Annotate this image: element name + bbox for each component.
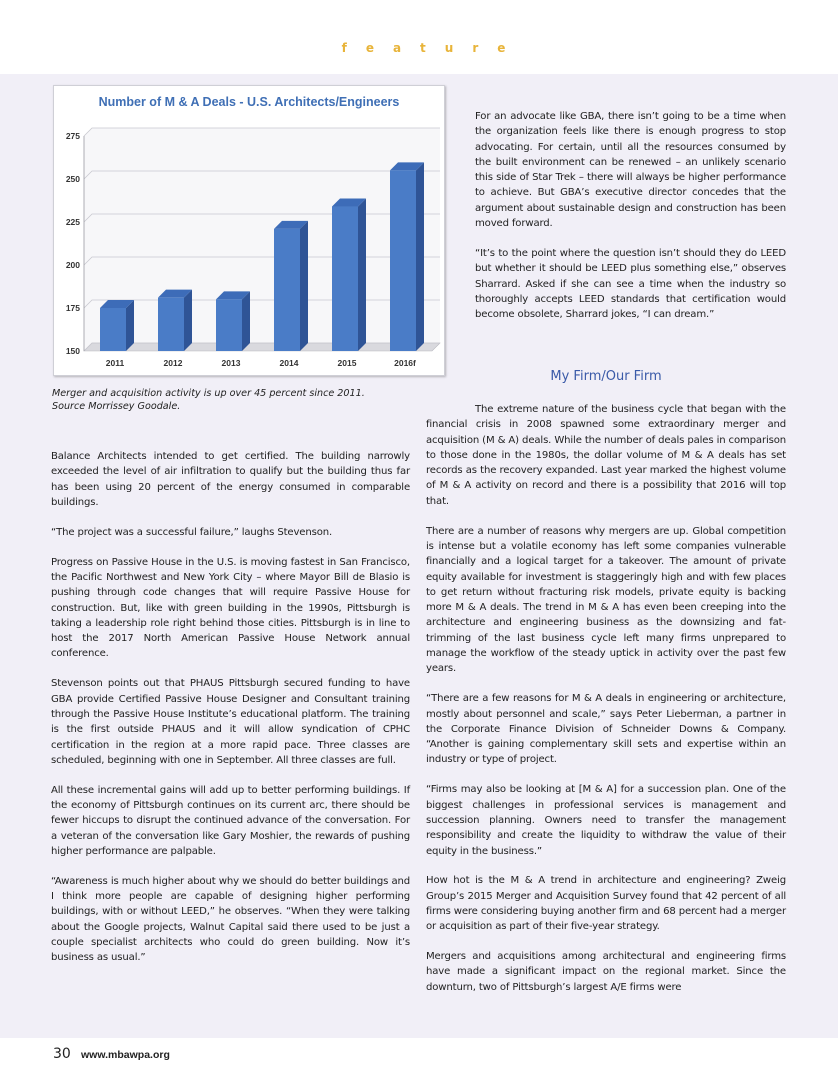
y-tick-label: 200: [65, 260, 80, 270]
page-number: 30: [53, 1046, 71, 1062]
bar-side: [416, 162, 424, 351]
paragraph: “Firms may also be looking at [M & A] for a succession plan. One of the biggest challenges in professional services is management and succession planning. Owners need to transfer the management responsibility and create the liquidity to withdraw the value of their equity in the business.”: [426, 784, 786, 857]
section-subhead: My Firm/Our Firm: [550, 369, 662, 384]
bar: [100, 308, 126, 351]
y-tick-label: 175: [65, 303, 80, 313]
plot-floor: [84, 343, 440, 351]
x-tick-label: 2011: [105, 358, 125, 368]
bar-chart: [54, 86, 444, 375]
chart-caption: [52, 387, 412, 413]
x-tick-label: 2012: [163, 358, 183, 368]
x-tick-label: 2014: [279, 358, 299, 368]
bar-side: [358, 199, 366, 351]
paragraph: How hot is the M & A trend in architecture and engineering? Zweig Group’s 2015 Merger and Acquisition Survey found that 42 percent of all firms were considering buying another firm and 68 percent had a merger or acquisition as part of their five-year strategy.: [426, 875, 786, 933]
bar-side: [242, 291, 250, 351]
left-column: [51, 449, 410, 980]
bar-side: [184, 290, 192, 351]
y-tick-label: 275: [65, 131, 80, 141]
bar: [158, 298, 184, 351]
right-top-column: [475, 109, 786, 337]
x-tick-label: 2016f: [394, 358, 416, 368]
paragraph: “There are a few reasons for M & A deals in engineering or architecture, mostly about personnel and scale,” says Peter Lieberman, a partner in the Corporate Finance Division of Schneider Downs & Company. “Another is gaining complementary skill sets and expertise within an industry or type of project.: [426, 693, 786, 766]
paragraph: Progress on Passive House in the U.S. is moving fastest in San Francisco, the Pacific Northwest and New York City – where Mayor Bill de Blasio is pushing through code changes that will require Passive House for construction. But, like with green building in the 1990s, Pittsburgh is taking a leadership role right behind those cities. Pittsburgh is in line to host the 2017 North American Passive House Network annual conference.: [51, 556, 410, 660]
paragraph: “It’s to the point where the question isn’t should they do LEED but whether it should be LEED plus something else,” observes Sharrard. Asked if she can see a time when the industry so thoroughly accepts LEED standards that certification would become obsolete, Sharrard jokes, “I can dream.”: [475, 247, 786, 321]
website-link[interactable]: www.mbawpa.org: [81, 1049, 170, 1061]
bar: [332, 207, 358, 351]
chart-container: [53, 85, 445, 376]
paragraph: The extreme nature of the business cycle that began with the financial crisis in 2008 spawned some extraordinary merger and acquisition (M & A) deals. While the number of deals pales in comparison to those done in the 1980s, the dollar volume of M & A deals has set records as the recovery expanded. Last year marked the highest volume of M & A activity on record and there is a possibility that 2016 will top that.: [426, 404, 786, 507]
page-footer: [0, 1038, 838, 1088]
section-label: feature: [341, 41, 525, 55]
bar-side: [300, 221, 308, 351]
paragraph: For an advocate like GBA, there isn’t going to be a time when the organization feels like there is enough progress to stop advocating. For certain, until all the resources consumed by the built environment can be renewed – an unlikely scenario this side of Star Trek – there will always be higher performance to achieve. But GBA’s executive director concedes that the argument about sustainable design and construction has been moved forward.: [475, 111, 786, 230]
y-tick-label: 225: [65, 217, 80, 227]
bar: [390, 170, 416, 351]
paragraph: Mergers and acquisitions among architectural and engineering firms have made a significant impact on the regional market. Since the downturn, two of Pittsburgh’s largest A/E firms were: [426, 951, 786, 993]
right-bottom-column: [426, 402, 786, 1010]
chart-title: Number of M & A Deals - U.S. Architects/Engineers: [98, 95, 400, 109]
y-tick-label: 150: [65, 346, 80, 356]
caption-source: Source Morrissey Goodale.: [52, 401, 181, 412]
caption-line: Merger and acquisition activity is up over 45 percent since 2011.: [52, 388, 365, 399]
y-tick-label: 250: [65, 174, 80, 184]
paragraph: Balance Architects intended to get certified. The building narrowly exceeded the level of air infiltration to qualify but the building thus far has been using 20 percent of the energy consumed in comparable buildings.: [51, 451, 410, 508]
bar: [274, 229, 300, 351]
bar-side: [126, 300, 134, 351]
x-tick-label: 2013: [221, 358, 241, 368]
paragraph: All these incremental gains will add up to better performing buildings. If the economy of Pittsburgh continues on its current arc, there should be fewer hiccups to disrupt the continued advance of the conversation. For a veteran of the conversation like Gary Moshier, the rewards of pushing higher performance are palpable.: [51, 784, 410, 857]
page-header: [0, 0, 838, 74]
paragraph: Stevenson points out that PHAUS Pittsburgh secured funding to have GBA provide Certified Passive House Designer and Consultant training through the Passive House Institute’s educational platform. The training is the first outside PHAUS and it will allow syndication of CPHC certification in the region at a more rapid pace. Three classes are scheduled, beginning with one in September. All three classes are full.: [51, 678, 410, 766]
paragraph: “Awareness is much higher about why we should do better buildings and I think more people are capable of designing higher performing buildings, with or without LEED,” he observes. “When they were talking about the Google projects, Walnut Capital said there used to be just a couple specialist architects who could do green building. Now it’s business as usual.”: [51, 875, 410, 964]
paragraph: There are a number of reasons why mergers are up. Global competition is intense but a volatile economy has left some companies vulnerable financially and a logical target for a takeover. The amount of private equity available for investment is staggeringly high and with few places to get return without fracturing risk models, private equity is backing more M & A deals. The trend in M & A has even been creeping into the architecture and engineering business as the downsizing and fat-trimming of the last business cycle left many firms unprepared to manage the workflow of the steady uptick in activity over the past few years.: [426, 525, 786, 675]
plot-wall: [84, 128, 440, 351]
bar: [216, 299, 242, 351]
paragraph: “The project was a successful failure,” laughs Stevenson.: [51, 526, 333, 538]
x-tick-label: 2015: [337, 358, 357, 368]
